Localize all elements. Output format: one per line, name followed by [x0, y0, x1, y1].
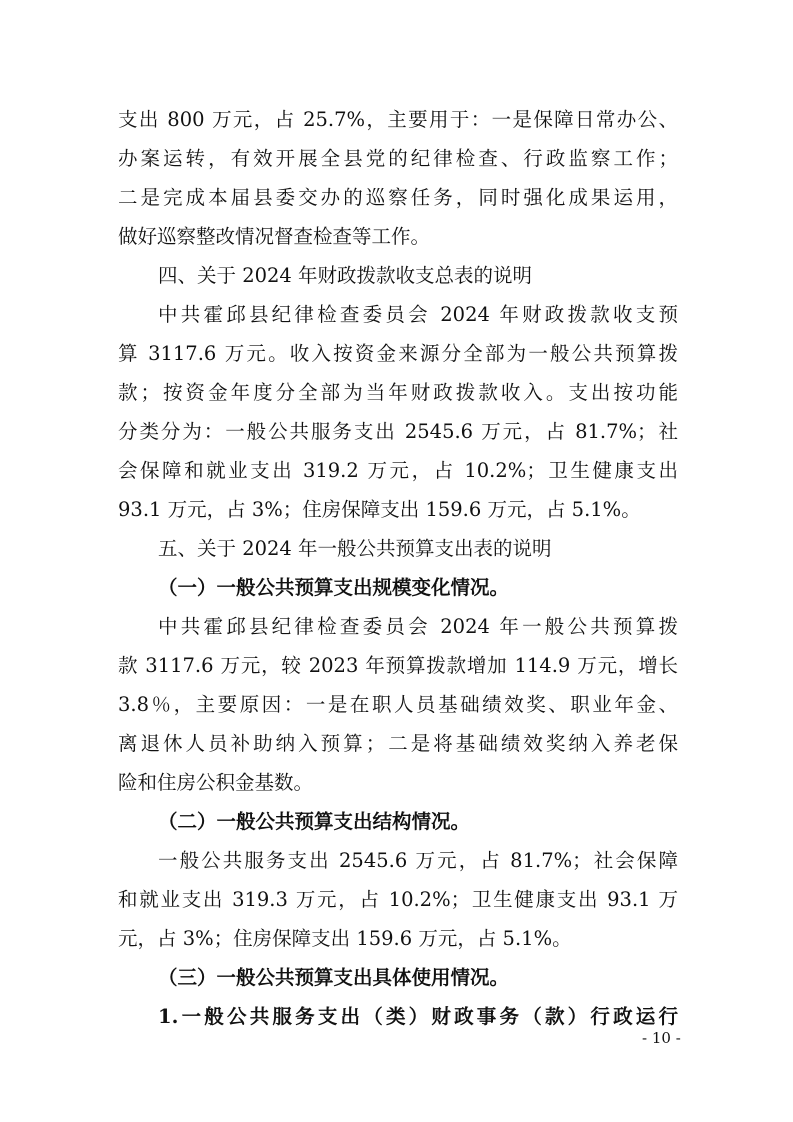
body-text-line: 和就业支出 319.3 万元，占 10.2%；卫生健康支出 93.1 万 [118, 888, 678, 911]
body-text-line: 做好巡察整改情况督查检查等工作。 [118, 225, 431, 248]
subsection-heading: （一）一般公共预算支出规模变化情况。 [158, 576, 510, 599]
body-text-line: 3.8％，主要原因：一是在职人员基础绩效奖、职业年金、 [118, 693, 678, 716]
item-heading: 1.一般公共服务支出（类）财政事务（款）行政运行 [158, 1005, 678, 1028]
body-text-line: 中共霍邱县纪律检查委员会 2024 年一般公共预算拨 [158, 615, 678, 638]
body-text-line: 分类分为：一般公共服务支出 2545.6 万元，占 81.7%；社 [118, 420, 678, 443]
page-number: - 10 - [642, 1029, 681, 1047]
body-text-line: 二是完成本届县委交办的巡察任务，同时强化成果运用， [118, 186, 678, 209]
body-text-line: 中共霍邱县纪律检查委员会 2024 年财政拨款收支预 [158, 303, 678, 326]
body-text-line: 离退休人员补助纳入预算；二是将基础绩效奖纳入养老保 [118, 732, 678, 755]
body-text-line: 93.1 万元，占 3%；住房保障支出 159.6 万元，占 5.1%。 [118, 498, 641, 521]
body-text-line: 险和住房公积金基数。 [118, 771, 314, 794]
section-heading: 四、关于 2024 年财政拨款收支总表的说明 [158, 264, 533, 287]
body-text-line: 一般公共服务支出 2545.6 万元，占 81.7%；社会保障 [158, 849, 678, 872]
section-heading: 五、关于 2024 年一般公共预算支出表的说明 [158, 537, 552, 560]
body-text-line: 会保障和就业支出 319.2 万元，占 10.2%；卫生健康支出 [118, 459, 678, 482]
body-text-line: 款；按资金年度分全部为当年财政拨款收入。支出按功能 [118, 381, 678, 404]
subsection-heading: （二）一般公共预算支出结构情况。 [158, 810, 471, 833]
body-text-line: 元，占 3%；住房保障支出 159.6 万元，占 5.1%。 [118, 927, 572, 950]
body-text-line: 款 3117.6 万元，较 2023 年预算拨款增加 114.9 万元，增长 [118, 654, 678, 677]
subsection-heading: （三）一般公共预算支出具体使用情况。 [158, 966, 510, 989]
body-text-line: 支出 800 万元，占 25.7%，主要用于：一是保障日常办公、 [118, 108, 678, 131]
body-text-line: 算 3117.6 万元。收入按资金来源分全部为一般公共预算拨 [118, 342, 678, 365]
body-text-line: 办案运转，有效开展全县党的纪律检查、行政监察工作； [118, 147, 678, 170]
